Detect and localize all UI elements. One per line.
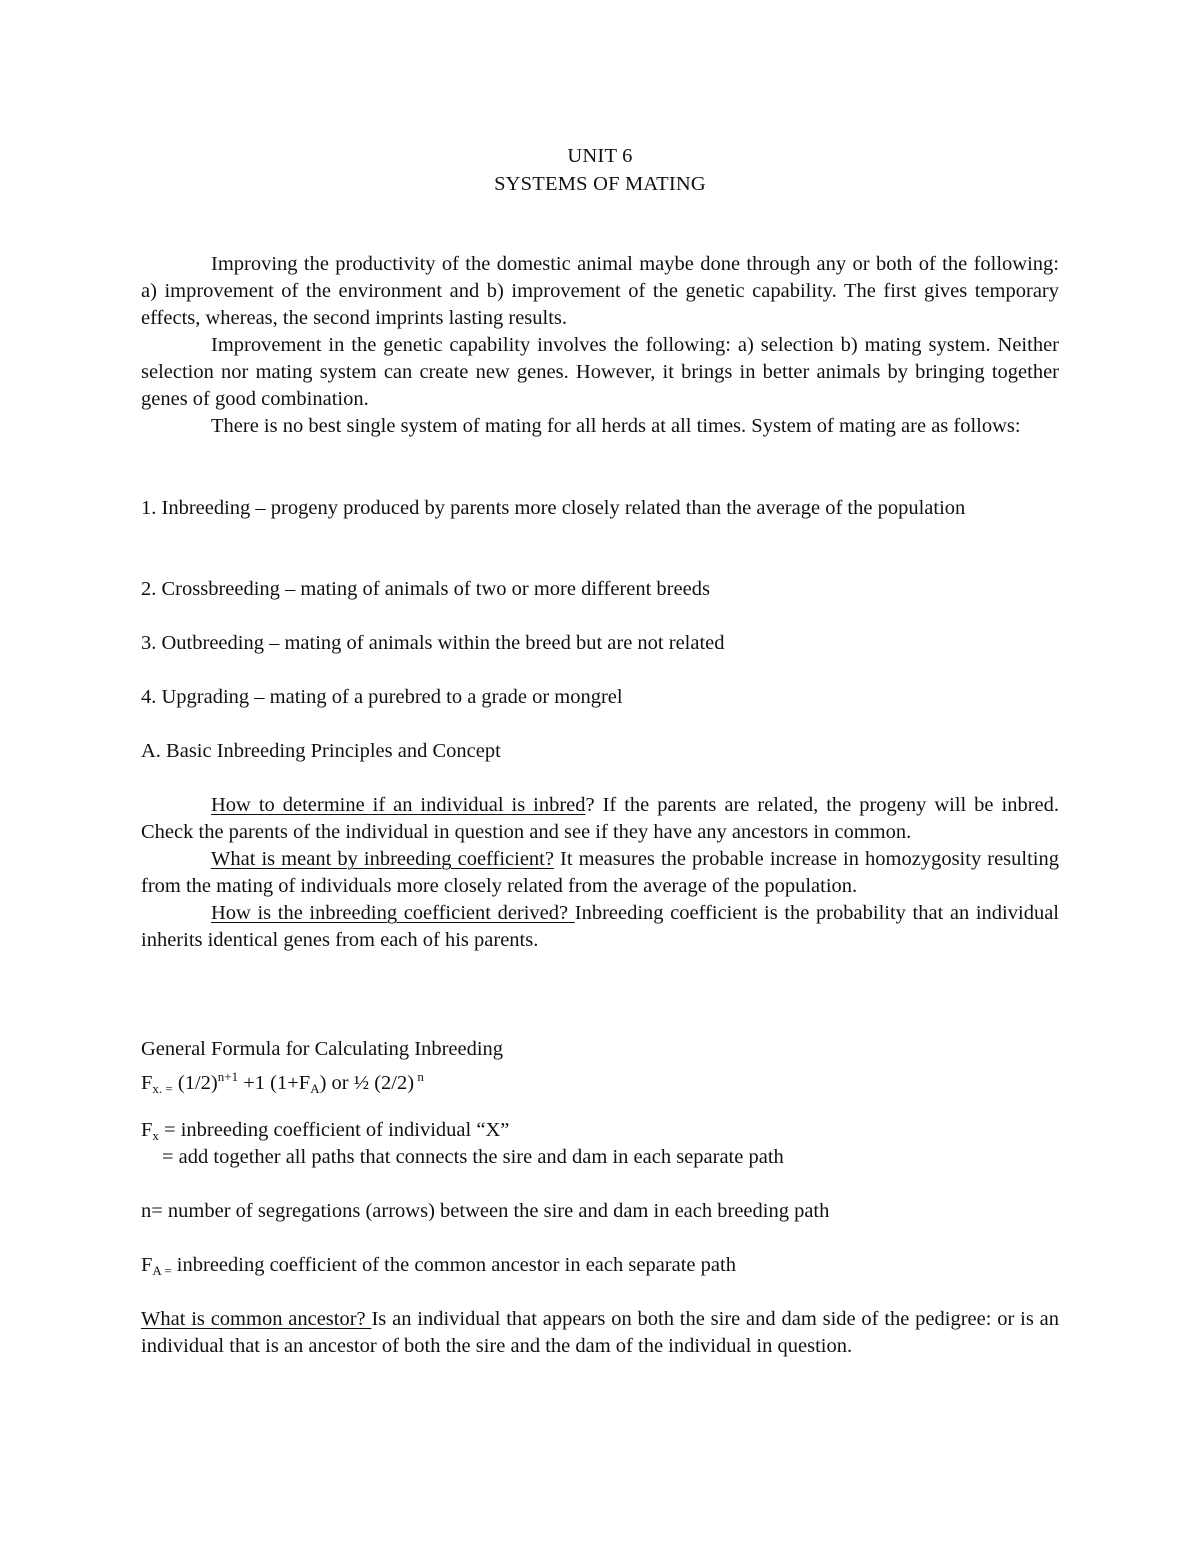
qa-inbred — [141, 792, 1059, 846]
section-a-title: A. Basic Inbreeding Principles and Concept — [141, 740, 501, 762]
qa-section — [141, 792, 1059, 954]
answer-inbred: ? If the parents are related, the progeny will be inbred. Check the parents of the individual in question and see if they have any ancestors in common. — [141, 794, 1059, 843]
definition-n: n= number of segregations (arrows) between the sire and dam in each breeding path — [141, 1200, 830, 1222]
system-item-inbreeding: 1. Inbreeding – progeny produced by parents more closely related than the average of the population — [141, 497, 966, 519]
answer-coefficient: It measures the probable increase in homozygosity resulting from the mating of individuals more closely related from the average of the population. — [141, 848, 1060, 897]
definition-fx-continued: = add together all paths that connects the sire and dam in each separate path — [162, 1146, 784, 1168]
page-title: SYSTEMS OF MATING — [494, 173, 706, 195]
qa-coefficient — [141, 846, 1059, 900]
formula-title: General Formula for Calculating Inbreeding — [141, 1038, 504, 1060]
answer-common-ancestor: Is an individual that appears on both the sire and dam side of the pedigree: or is an individual that is an ancestor of both the sire and the dam of the individual in question. — [141, 1308, 1059, 1357]
intro-paragraph-2: Improvement in the genetic capability involves the following: a) selection b) mating system. Neither selection nor mating system can create new genes. However, it brings in better animals by bringing together genes of good combination. — [141, 334, 1059, 410]
question-derived: How is the inbreeding coefficient derived? — [211, 902, 575, 924]
question-coefficient: What is meant by inbreeding coefficient? — [211, 848, 554, 870]
unit-heading: UNIT 6 — [567, 145, 633, 167]
intro-paragraph-3: There is no best single system of mating for all herds at all times. System of mating are as follows: — [211, 415, 1021, 437]
intro-paragraph-1: Improving the productivity of the domestic animal maybe done through any or both of the following: a) improvement of the environment and b) improvement of the genetic capability. The first gives temporary effects, whereas, the second imprints lasting results. — [141, 253, 1059, 329]
question-common-ancestor: What is common ancestor? — [141, 1308, 372, 1330]
qa-derived — [141, 900, 1059, 954]
system-item-outbreeding: 3. Outbreeding – mating of animals within the breed but are not related — [141, 632, 725, 654]
definition-fx: $F_x$ = inbreeding coefficient of individual “X” — [141, 1119, 510, 1143]
common-ancestor-paragraph — [141, 1306, 1059, 1360]
question-inbred: How to determine if an individual is inbred — [211, 794, 586, 816]
intro-section — [141, 251, 1059, 440]
formula-expression: $F_{x. =}$ $(1/2)^{n+1} +1$ $(1+F_A)$ or ½ (2/2) $^n$ — [141, 1069, 424, 1096]
system-item-crossbreeding: 2. Crossbreeding – mating of animals of two or more different breeds — [141, 578, 710, 600]
answer-derived: Inbreeding coefficient is the probability that an individual inherits identical genes from each of his parents. — [141, 902, 1059, 951]
system-item-upgrading: 4. Upgrading – mating of a purebred to a grade or mongrel — [141, 686, 623, 708]
definition-fa: $F_{A =}$ inbreeding coefficient of the common ancestor in each separate path — [141, 1254, 736, 1278]
